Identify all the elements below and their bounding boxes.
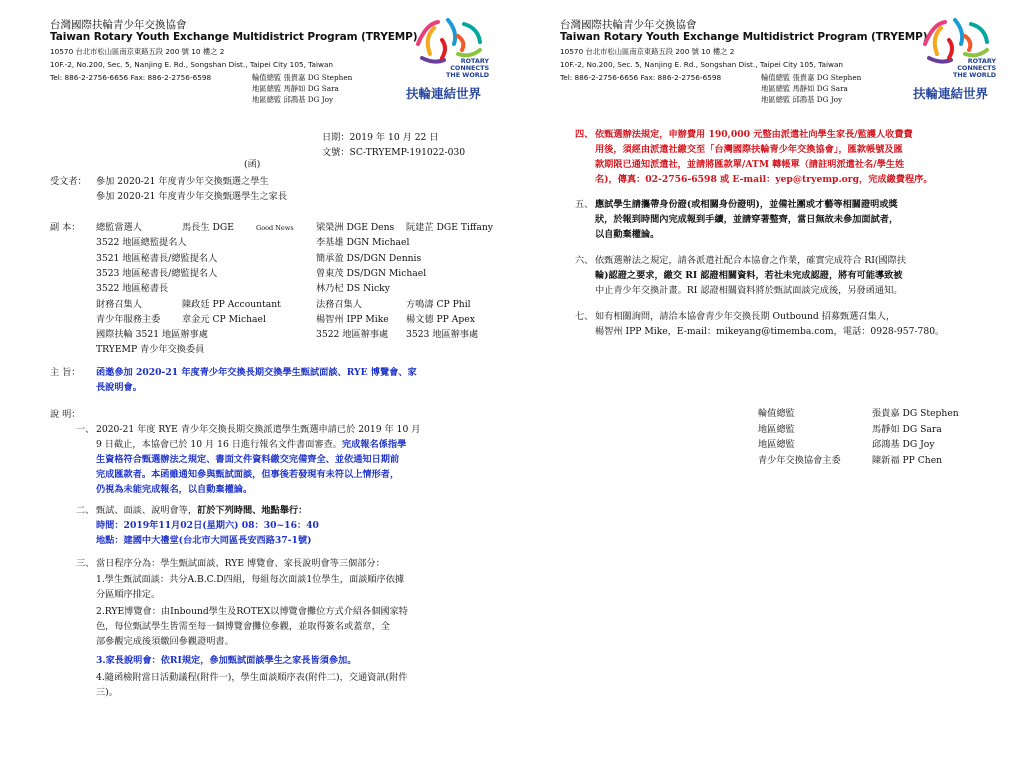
address-en: 10F.-2, No.200, Sec. 5, Nanjing E. Rd., Songshan Dist., Taipei City 105, Taiwan — [560, 60, 844, 69]
item-number: 一、 — [76, 424, 95, 435]
cc-entry: 楊文德 PP Apex — [406, 313, 475, 325]
description-label: 說 明： — [50, 409, 81, 420]
recipient-line: 參加 2020-21 年度青少年交換甄選學生之家長 — [96, 191, 288, 202]
item4-line: 款期限已通知派遣社，並請將匯款單/ATM 轉帳單（請註明派遣社名/學生姓 — [595, 159, 905, 170]
org-name-en: Taiwan Rotary Youth Exchange Multidistrict Program (TRYEMP) — [560, 31, 928, 43]
officer-line: 地區總監 馬靜如 DG Sara — [761, 84, 848, 93]
officer-line: 地區總監 邱鴻基 DG Joy — [252, 95, 334, 104]
item3-sub: 2.RYE博覽會：由Inbound學生及ROTEX以博覽會攤位方式介紹各個國家特 — [96, 606, 408, 617]
tel-fax: Tel: 886-2-2756-6656 Fax: 886-2-2756-6598 — [560, 73, 722, 82]
document-number: 文號：SC-TRYEMP-191022-030 — [322, 147, 466, 158]
item-number: 四、 — [575, 129, 594, 140]
cc-entry: 陳政廷 PP Accountant — [182, 298, 281, 310]
cc-entry: 曾東茂 DS/DGN Michael — [316, 267, 427, 279]
cc-entry: 總監當選人 — [96, 222, 142, 233]
recipient-label: 受文者： — [50, 176, 87, 187]
signer-title: 青少年交換協會主委 — [758, 454, 841, 466]
item4-line: 依甄選辦法規定，申辦費用 190,000 元整由派遣社向學生家長/監護人收費費 — [595, 129, 913, 140]
signer-name: 張貴嘉 DG Stephen — [872, 408, 959, 419]
org-name-cn: 台灣國際扶輪青少年交換協會 — [50, 19, 187, 31]
item3-sub: 色，每位甄試學生皆需至每一個博覽會攤位參觀，並取得簽名或蓋章，全 — [96, 621, 390, 632]
cc-entry: 國際扶輪 3521 地區辦事處 — [96, 329, 208, 341]
recipient-line: 參加 2020-21 年度青少年交換甄選之學生 — [96, 176, 269, 187]
item-number: 二、 — [76, 505, 95, 516]
event-time: 時間：2019年11月02日(星期六) 08：30~16：40 — [96, 520, 319, 531]
signer-name: 陳新福 PP Chen — [872, 454, 943, 466]
item3-sub: 3.家長說明會：依RI規定，參加甄試面談學生之家長皆須參加。 — [96, 655, 357, 666]
cc-entry: 3522 地區秘書長 — [96, 283, 169, 295]
item3-sub: 分區順序排定。 — [96, 589, 161, 600]
cc-entry: 3522 地區總監提名人 — [96, 237, 187, 249]
address-cn: 10570 台北市松山區南京東路五段 200 號 10 樓之 2 — [560, 47, 735, 56]
item3-sub: 部參觀完成後須繳回參觀證明書。 — [96, 636, 234, 647]
cc-entry: 阮建芷 DGE Tiffany — [406, 222, 493, 233]
item3-sub: 1.學生甄試面談：共分A.B.C.D四組，每組每次面談1位學生，面談順序依據 — [96, 574, 405, 585]
item4-line: 用後，須經由派遣社繳交至「台灣國際扶輪青少年交換協會」，匯款帳號及匯 — [595, 144, 903, 155]
officer-line: 輪值總監 張貴嘉 DG Stephen — [252, 73, 353, 82]
signer-title: 地區總監 — [758, 439, 795, 450]
item-number: 三、 — [76, 558, 95, 569]
cc-entry: 章金元 CP Michael — [182, 313, 266, 325]
cc-entry: 財務召集人 — [96, 298, 142, 310]
rotary-logo — [913, 14, 997, 101]
signer-title: 地區總監 — [758, 423, 795, 435]
cc-entry: 3522 地區辦事處 — [316, 329, 389, 341]
cc-entry: 簡承盈 DS/DGN Dennis — [316, 252, 422, 264]
subject-line: 函邀參加 2020-21 年度青少年交換長期交換學生甄試面談、RYE 博覽會、家 — [96, 367, 417, 378]
logo-tagline: ROTARY CONNECTS THE WORLD — [953, 57, 997, 79]
item3-line: 當日程序分為：學生甄試面談、RYE 博覽會、家長說明會等三個部分： — [96, 558, 385, 569]
org-name-cn: 台灣國際扶輪青少年交換協會 — [560, 19, 697, 31]
cc-entry: 林乃杞 DS Nicky — [316, 283, 390, 295]
cc-entry: 李基雄 DGN Michael — [316, 237, 410, 249]
item1-blue-line: 生資格符合甄選辦法之規定、書面文件資料繳交完備齊全、並依通知日期前 — [96, 454, 400, 465]
org-name-en: Taiwan Rotary Youth Exchange Multidistrict Program (TRYEMP) — [50, 31, 418, 43]
item6-line: 輪)認證之要求，繳交 RI 認證相關資料，若社未完成認證，將有可能導致被 — [595, 270, 903, 281]
cc-entry: 馬長生 DGE — [182, 222, 234, 233]
item1-line: 2020-21 年度 RYE 青少年交換長期交換派遣學生甄選申請已於 2019 年 10 月 — [96, 424, 421, 435]
cc-entry: 梁榮洲 DGE Dens — [316, 222, 395, 233]
letter-page-2 — [515, 0, 1030, 758]
event-place: 地點：建國中大禮堂(台北市大同區長安西路37-1號) — [96, 535, 312, 546]
logo-cn-text: 扶輪連結世界 — [913, 86, 989, 101]
officer-line: 地區總監 邱鴻基 DG Joy — [761, 95, 843, 104]
rotary-logo — [406, 14, 490, 101]
letter-date: 日期：2019 年 10 月 22 日 — [322, 132, 439, 143]
item3-sub: 三)。 — [96, 687, 118, 698]
cc-entry: 方鳴濤 CP Phil — [406, 298, 471, 310]
signer-title: 輪值總監 — [758, 408, 795, 419]
signer-name: 邱鴻基 DG Joy — [872, 439, 935, 450]
cc-entry: 青少年服務主委 — [96, 313, 161, 325]
cc-entry: Good News — [256, 224, 294, 232]
item5-line: 應試學生請攜帶身份證(或相關身份證明)，並備社團或才藝等相關證明或獎 — [595, 199, 898, 210]
address-en: 10F.-2, No.200, Sec. 5, Nanjing E. Rd., Songshan Dist., Taipei City 105, Taiwan — [50, 60, 334, 69]
item-number: 五、 — [575, 199, 594, 210]
item7-line: 如有相關詢問，請洽本協會青少年交換長期 Outbound 招募甄選召集人， — [595, 311, 896, 322]
address-cn: 10570 台北市松山區南京東路五段 200 號 10 樓之 2 — [50, 47, 225, 56]
item1-blue-line: 仍視為未能完成報名，以自動棄權論。 — [96, 484, 253, 495]
item5-line: 以自動棄權論。 — [595, 229, 660, 240]
item3-sub: 4.隨函檢附當日活動議程(附件一)，學生面談順序表(附件二)，交通資訊(附件 — [96, 672, 408, 683]
item-number: 七、 — [575, 311, 594, 322]
item6-line: 依甄選辦法之規定，請各派遣社配合本協會之作業，確實完成符合 RI(國際扶 — [595, 255, 907, 266]
tel-fax: Tel: 886-2-2756-6656 Fax: 886-2-2756-6598 — [50, 73, 212, 82]
item6-line: 中止青少年交換計畫。RI 認證相關資料將於甄試面談完成後，另發函通知。 — [595, 285, 903, 296]
cc-entry: TRYEMP 青少年交換委員 — [96, 344, 205, 356]
cc-entry: 3521 地區秘書長/總監提名人 — [96, 252, 218, 264]
cc-entry: 楊智州 IPP Mike — [316, 313, 389, 325]
subject-label: 主 旨： — [50, 367, 81, 378]
item2-line: 甄試、面談、說明會等，訂於下列時間、地點舉行： — [96, 505, 308, 516]
item4-line: 名)，傳真：02-2756-6598 或 E-mail：yep@tryemp.org，完成繳費程序。 — [595, 174, 933, 185]
letter-type: (函) — [244, 159, 261, 170]
signer-name: 馬靜如 DG Sara — [872, 423, 942, 435]
cc-label: 副 本： — [50, 222, 81, 233]
item1-blue-line: 完成匯款者。本函雖通知參與甄試面談，但事後若發現有未符以上情形者， — [96, 469, 400, 480]
officer-line: 輪值總監 張貴嘉 DG Stephen — [761, 73, 862, 82]
cc-entry: 3523 地區秘書長/總監提名人 — [96, 267, 218, 279]
item-number: 六、 — [575, 255, 594, 266]
item1-line: 9 日截止，本協會已於 10 月 16 日進行報名文件書面審查。完成報名係指學 — [96, 439, 407, 450]
subject-line: 長說明會。 — [96, 382, 142, 393]
logo-cn-text: 扶輪連結世界 — [406, 86, 482, 101]
item5-line: 狀，於報到時間內完成報到手續，並請穿著整齊，當日無故未參加面試者， — [595, 214, 899, 225]
officer-line: 地區總監 馬靜如 DG Sara — [252, 84, 339, 93]
cc-entry: 3523 地區辦事處 — [406, 329, 479, 341]
cc-entry: 法務召集人 — [316, 298, 362, 310]
item7-line: 楊智州 IPP Mike，E-mail：mikeyang@timemba.com，電話：0928-957-780。 — [595, 326, 945, 337]
logo-tagline: ROTARY CONNECTS THE WORLD — [446, 57, 490, 79]
